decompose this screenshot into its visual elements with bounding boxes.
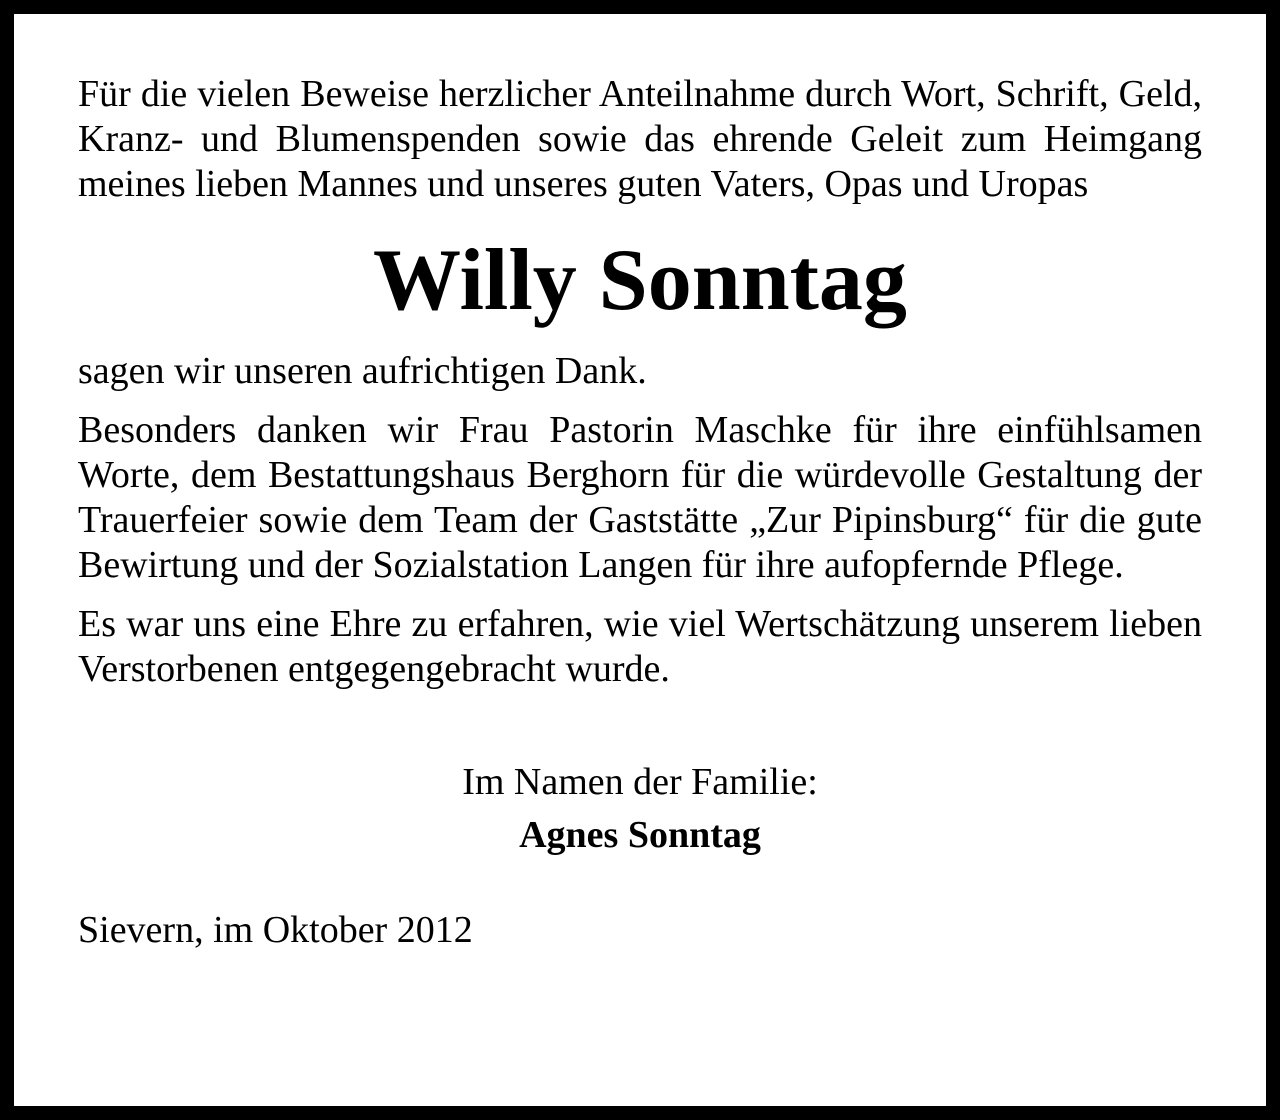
family-label: Im Namen der Familie: xyxy=(462,761,818,803)
intro-paragraph: Für die vielen Beweise herzlicher Anteilnahme durch Wort, Schrift, Geld, Kranz- und Blumenspenden sowie das ehrende Geleit zum Heimgang meines lieben Mannes und unseres guten Vaters, Opas und Uropas xyxy=(78,73,1202,205)
notice-content xyxy=(78,72,1202,953)
special-thanks-paragraph: Besonders danken wir Frau Pastorin Maschke für ihre einfühlsamen Worte, dem Bestattungshaus Berghorn für die würdevolle Gestaltung der Trauerfeier sowie dem Team der Gaststätte „Zur Pipinsburg“ für die gute Bewirtung und der Sozialstation Langen für ihre aufopfernde Pflege. xyxy=(78,409,1202,586)
place-date: Sievern, im Oktober 2012 xyxy=(78,909,473,951)
deceased-name: Willy Sonntag xyxy=(373,232,907,329)
honor-paragraph: Es war uns eine Ehre zu erfahren, wie viel Wertschätzung unserem lieben Verstorbenen entgegengebracht wurde. xyxy=(78,603,1202,690)
family-signature-name: Agnes Sonntag xyxy=(519,814,761,856)
obituary-notice xyxy=(14,14,1266,1106)
thanks-paragraph: sagen wir unseren aufrichtigen Dank. xyxy=(78,350,647,392)
